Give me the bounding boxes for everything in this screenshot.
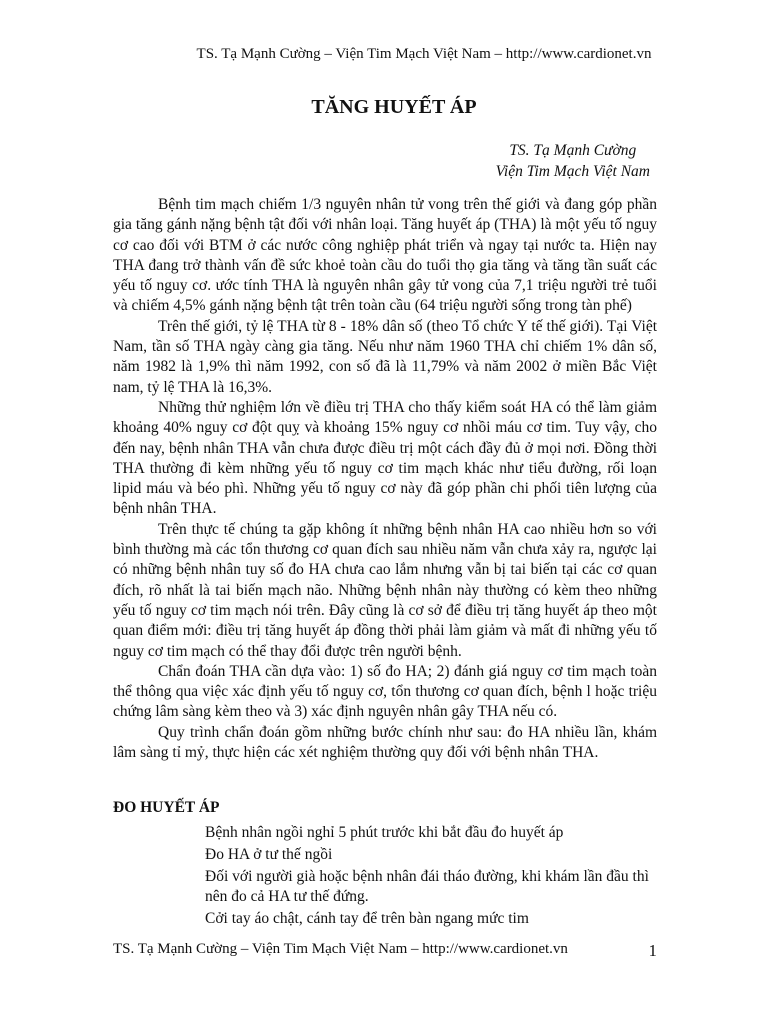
page-header: TS. Tạ Mạnh Cường – Viện Tim Mạch Việt Nam – http://www.cardionet.vn	[196, 46, 652, 62]
paragraph: Trên thế giới, tỷ lệ THA từ 8 - 18% dân số (theo Tổ chức Y tế thế giới). Tại Việt Nam, tần số THA ngày càng gia tăng. Nếu như năm 1960 THA chỉ chiếm 1% dân số, năm 1982 là 1,9% thì năm 1992, con số đã là 11,79% và năm 2002 ở miền Bắc Việt nam, tỷ lệ THA là 16,3%.	[113, 317, 657, 396]
list-item: Cởi tay áo chật, cánh tay để trên bàn ngang mức tim	[205, 910, 529, 927]
paragraph: Quy trình chẩn đoán gồm những bước chính như sau: đo HA nhiều lần, khám lâm sàng tỉ mỷ, thực hiện các xét nghiệm thường quy đối với bệnh nhân THA.	[113, 723, 657, 762]
page-footer	[113, 941, 657, 958]
bullet-list	[205, 823, 660, 931]
author-block	[496, 140, 650, 182]
list-item: Đo HA ở tư thế ngồi	[205, 846, 333, 863]
author-organization: Viện Tim Mạch Việt Nam	[495, 163, 650, 180]
paragraph: Những thử nghiệm lớn về điều trị THA cho thấy kiểm soát HA có thể làm giảm khoảng 40% nguy cơ đột quỵ và khoảng 15% nguy cơ nhồi máu cơ tim. Tuy vậy, cho đến nay, bệnh nhân THA vẫn chưa được điều trị một cách đầy đủ ở mọi nơi. Đồng thời THA thường đi kèm những yếu tố nguy cơ tim mạch khác như tiểu đường, rối loạn lipid máu và béo phì. Những yếu tố nguy cơ này đã góp phần chi phối tiên lượng của bệnh nhân THA.	[113, 398, 657, 518]
footer-text: TS. Tạ Mạnh Cường – Viện Tim Mạch Việt Nam – http://www.cardionet.vn	[113, 941, 568, 957]
paragraph: Bệnh tim mạch chiếm 1/3 nguyên nhân tử vong trên thế giới và đang góp phần gia tăng gánh nặng bệnh tật đối với nhân loại. Tăng huyết áp (THA) là một yếu tố nguy cơ cao đối với BTM ở các nước công nghiệp phát triển và ngay tại nước ta. Hiện nay THA đang trở thành vấn đề sức khoẻ toàn cầu do tuổi thọ gia tăng và tăng tần suất các yếu tố nguy cơ. ước tính THA là nguyên nhân gây tử vong của 7,1 triệu người trẻ tuổi và chiếm 4,5% gánh nặng bệnh tật trên toàn cầu (64 triệu người sống trong tàn phế)	[113, 196, 657, 315]
list-item: Bệnh nhân ngồi nghỉ 5 phút trước khi bắt đầu đo huyết áp	[205, 824, 564, 841]
paragraph: Trên thực tế chúng ta gặp không ít những bệnh nhân HA cao nhiều hơn so với bình thường mà các tổn thương cơ quan đích sau nhiều năm vẫn chưa xảy ra, ngược lại có những bệnh nhân tuy số đo HA chưa cao lắm nhưng vẫn bị tai biến tại các cơ quan đích, rõ nhất là tai biến mạch não. Những bệnh nhân này thường có kèm theo những yếu tố nguy cơ tim mạch nói trên. Đây cũng là cơ sở để điều trị tăng huyết áp theo một quan điểm mới: điều trị tăng huyết áp đồng thời phải làm giảm và mất đi những yếu tố nguy cơ tim mạch có thể thay đổi được trên người bệnh.	[113, 520, 657, 660]
body-text	[113, 195, 657, 763]
list-item: Đối với người già hoặc bệnh nhân đái tháo đường, khi khám lần đầu thì nên đo cả HA tư thế đứng.	[205, 868, 649, 905]
document-title: TĂNG HUYẾT ÁP	[311, 96, 477, 118]
page-number: 1	[648, 941, 657, 960]
section-heading: ĐO HUYẾT ÁP	[113, 799, 220, 816]
paragraph: Chẩn đoán THA cần dựa vào: 1) số đo HA; 2) đánh giá nguy cơ tim mạch toàn thể thông qua việc xác định yếu tố nguy cơ, tổn thương cơ quan đích, bệnh l hoặc triệu chứng lâm sàng kèm theo và 3) xác định nguyên nhân gây THA nếu có.	[113, 662, 657, 721]
author-name: TS. Tạ Mạnh Cường	[509, 142, 637, 159]
